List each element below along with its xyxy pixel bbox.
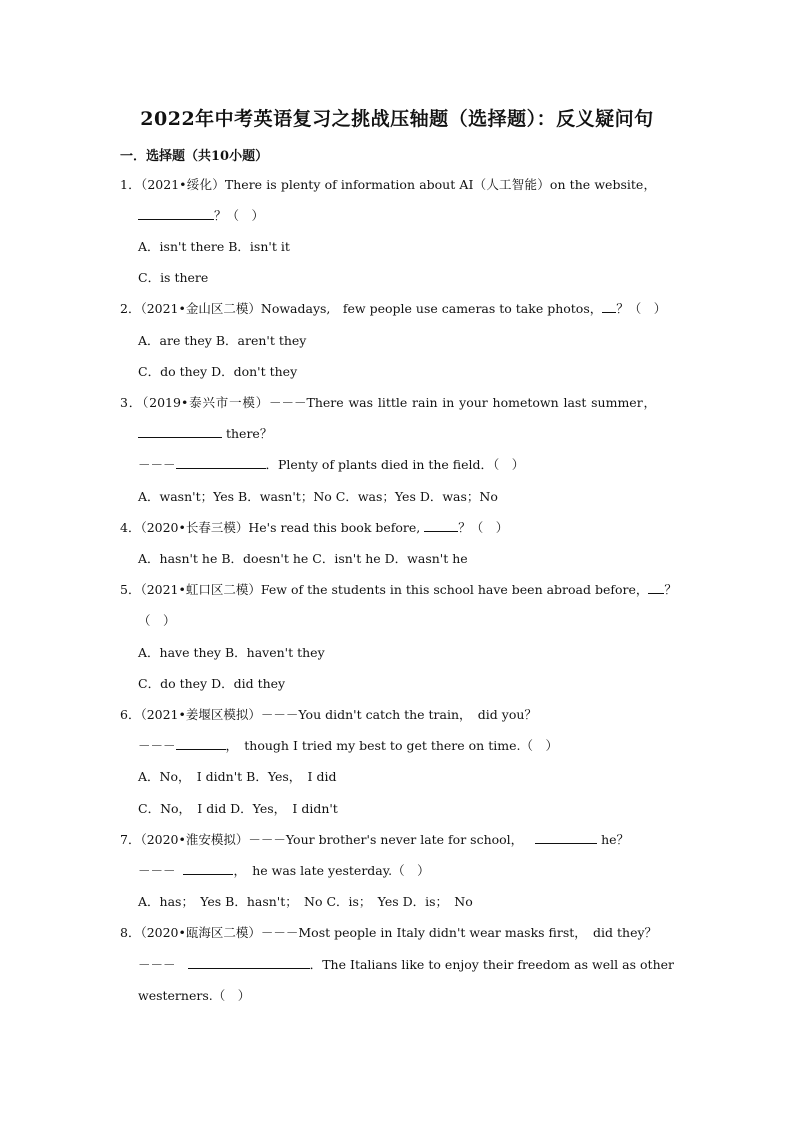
- question-5-options-ab: A．have they B．haven't they: [138, 645, 325, 660]
- answer-blank: [138, 425, 222, 438]
- answer-blank: [424, 519, 458, 532]
- question-7-reply: [138, 862, 430, 880]
- question-8-reply-cont: westerners.（ ）: [138, 988, 251, 1003]
- question-3-stem-end: there？: [222, 426, 273, 441]
- answer-blank: [138, 207, 214, 220]
- question-7-stem-text: 7．（2020•淮安模拟）－－－Your brother's never late for school，: [120, 832, 524, 847]
- question-6-stem: 6．（2021•姜堰区模拟）－－－You didn't catch the train， did you？: [120, 707, 537, 722]
- question-1-stem-end: ？（ ）: [214, 208, 265, 223]
- answer-blank: [602, 300, 616, 313]
- question-2-stem: [120, 300, 666, 318]
- answer-blank: [535, 831, 597, 844]
- question-6-options-ab: A．No， I didn't B．Yes， I did: [138, 769, 337, 784]
- answer-blank: [648, 581, 664, 594]
- question-4-stem: [120, 519, 508, 537]
- question-7-stem: [120, 831, 629, 849]
- question-1-options-ab: A．isn't there B．isn't it: [138, 239, 290, 254]
- question-4-options: A．hasn't he B．doesn't he C．isn't he D．wasn't he: [138, 551, 468, 566]
- question-1-blank-line: [138, 207, 264, 225]
- section-heading: 一．选择题（共10小题）: [120, 149, 269, 164]
- question-8-reply: [138, 956, 674, 974]
- question-5-options-cd: C．do they D．did they: [138, 676, 286, 691]
- answer-blank: [176, 737, 226, 750]
- dialogue-dash: －－－: [138, 738, 176, 753]
- question-1-options-c: C．is there: [138, 270, 209, 285]
- question-7-options: A．has； Yes B．hasn't； No C．is； Yes D．is； No: [138, 894, 473, 909]
- answer-blank: [188, 956, 310, 969]
- question-6-reply-text: ， though I tried my best to get there on time.（ ）: [225, 738, 558, 753]
- question-8-reply-text: ．The Italians like to enjoy their freedom as well as other: [309, 957, 675, 972]
- question-4-stem-text: 4．（2020•长春三模）He's read this book before,: [120, 520, 421, 535]
- question-5-stem: [120, 581, 677, 599]
- question-2-options-ab: A．are they B．aren't they: [138, 333, 307, 348]
- question-5-stem-text: 5．（2021•虹口区二模）Few of the students in this school have been abroad before，: [120, 582, 649, 597]
- question-8-stem: 8．（2020•瓯海区二模）－－－Most people in Italy didn't wear masks first， did they？: [120, 925, 658, 940]
- answer-blank: [176, 456, 266, 469]
- question-3-stem: 3．（2019•泰兴市一模）－－－There was little rain in your hometown last summer，: [120, 395, 656, 410]
- question-6-reply: [138, 737, 558, 755]
- question-2-options-cd: C．do they D．don't they: [138, 364, 298, 379]
- question-3-reply-text: ．Plenty of plants died in the field．（ ）: [265, 457, 525, 472]
- question-3-options: A．wasn't；Yes B．wasn't；No C．was；Yes D．was；No: [138, 489, 498, 504]
- question-7-reply-text: ， he was late yesterday.（ ）: [233, 863, 430, 878]
- dialogue-dash: －－－: [138, 457, 176, 472]
- question-7-stem-end: he？: [597, 832, 630, 847]
- question-6-options-cd: C．No， I did D．Yes， I didn't: [138, 801, 338, 816]
- question-3-reply: [138, 456, 524, 474]
- question-4-stem-end: ？（ ）: [458, 520, 509, 535]
- question-2-stem-end: ？（ ）: [616, 301, 667, 316]
- answer-blank: [183, 862, 233, 875]
- question-2-stem-text: 2．（2021•金山区二模）Nowadays, few people use cameras to take photos，: [120, 301, 603, 316]
- page-title: 2022年中考英语复习之挑战压轴题（选择题）：反义疑问句: [140, 108, 654, 130]
- question-3-blank-line: [138, 425, 272, 443]
- dialogue-dash: －－－: [138, 863, 176, 878]
- question-5-paren: （ ）: [138, 613, 176, 628]
- dialogue-dash: －－－: [138, 957, 176, 972]
- question-1-stem: 1．（2021•绥化）There is plenty of information about AI（人工智能）on the website，: [120, 177, 656, 192]
- question-5-stem-end: ？: [664, 582, 677, 597]
